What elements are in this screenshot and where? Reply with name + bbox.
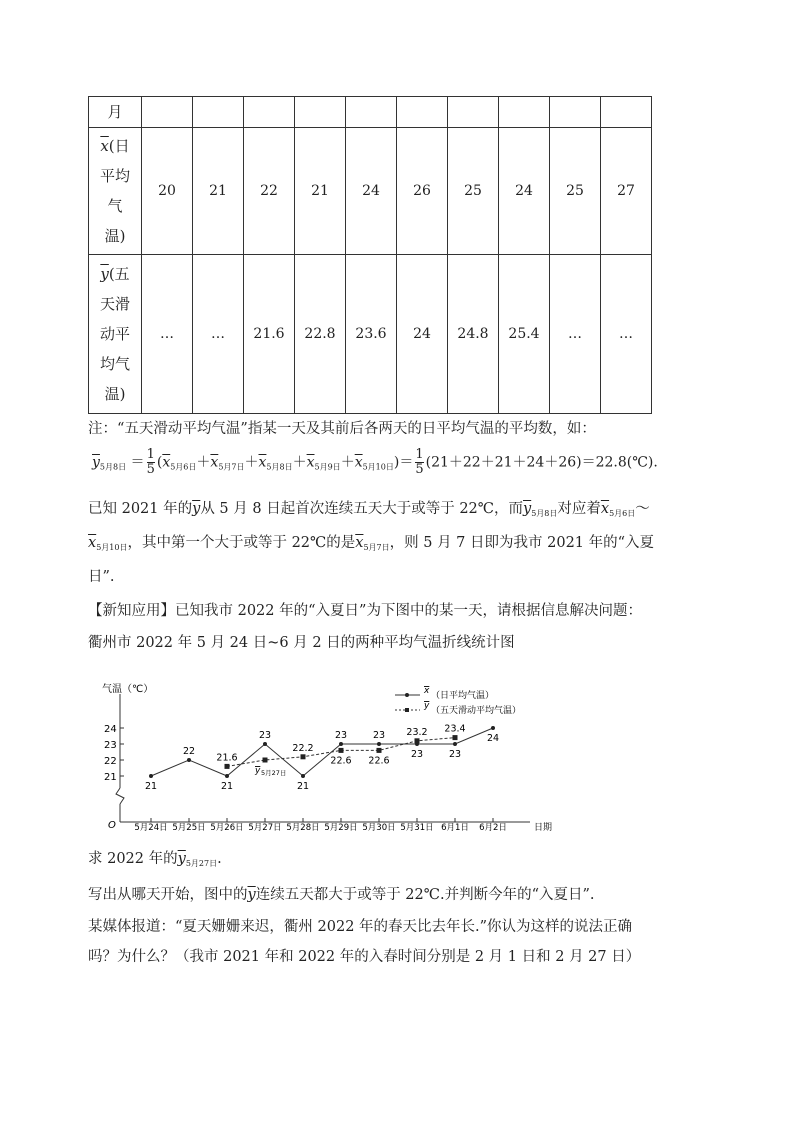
formula-sub: 5月10日 (362, 462, 394, 472)
header-text: 动平 (99, 325, 130, 343)
header-text: 气 (107, 197, 123, 215)
table-cell (244, 97, 295, 128)
x-value-cell: 27 (601, 128, 652, 255)
series-x-label: 23 (448, 749, 462, 760)
series-x-point (301, 774, 305, 778)
month-header: 月 (89, 97, 142, 128)
y-symbol: $\overline{y}$ (523, 501, 532, 517)
question-2 (88, 884, 595, 906)
formula-sub: 5月8日 (266, 462, 293, 472)
annotation-sub: 5月27日 (261, 769, 287, 777)
para1-line1: 已知 2021 年的$\overline{y}$从 5 月 8 日起首次连续五天大于或等于 22℃，而$\overline{y}_{5月8日}$对应着$\overline{x}_{5月6日}\sim$ (88, 501, 650, 518)
y-axis-label: 气温（℃） (102, 684, 154, 695)
formula: $\overline{y}_{5月8日}$ ＝ $\frac{1}{5}$ $(\overline{x}_{5月6日}+\overline{x}_{5月7日}+\overline{x}_{5月8日}+\overline{x}_{5月9日}+\overline{x}_{5月10日})=$ $\frac{1}{5}$ (21＋22＋21＋24＋26)＝22.8(℃). (92, 447, 658, 477)
series-x-point (339, 742, 343, 746)
header-text: 温) (104, 227, 126, 245)
y-tick-label: 22 (104, 756, 117, 767)
series-x-point (377, 742, 381, 746)
text: 写出从哪天开始，图中的 (88, 887, 248, 903)
origin-label: O (108, 820, 116, 831)
y-value-cell: 25.4 (499, 255, 550, 414)
y-tick-label: 24 (104, 724, 117, 735)
x-symbol: $\overline{x}$ (88, 535, 97, 551)
series-x-label: 21 (220, 781, 234, 792)
series-y-point (225, 764, 230, 769)
y-value-cell: … (550, 255, 601, 414)
x-value-cell: 25 (550, 128, 601, 255)
x-value-cell: 20 (142, 128, 193, 255)
header-text: (五 (108, 265, 130, 283)
series-y-point (377, 748, 382, 753)
formula-x: $\overline{x}$ (210, 454, 219, 471)
x-value-cell: 22 (244, 128, 295, 255)
text: 已知 2021 年的 (88, 501, 193, 517)
x-symbol: $\overline{x}$ (600, 501, 610, 517)
formula-sub: 5月6日 (170, 462, 197, 472)
series-x-label: 23 (410, 749, 424, 760)
frac-den: 5 (146, 462, 155, 477)
fraction (147, 448, 155, 477)
x-symbol: $\overline{x}$ (355, 535, 364, 551)
question-3-line1: 某媒体报道：“夏天姗姗来迟，衢州 2022 年的春天比去年长.”你认为这样的说法正确 (88, 919, 633, 935)
series-x-label: 24 (486, 733, 500, 744)
y-value-cell: … (193, 255, 244, 414)
x-tick-label: 5月28日 (286, 823, 320, 833)
legend-x-symbol: x (424, 686, 430, 696)
text: 连续五天都大于或等于 22℃.并判断今年的“入夏日”. (255, 887, 595, 903)
question-3-line2: 吗？为什么？（我市 2021 年和 2022 年的入春时间分别是 2 月 1 日和 2 月 27 日） (88, 949, 641, 965)
x-tick-label: 5月31日 (400, 823, 434, 833)
x-axis-label: 日期 (534, 823, 553, 833)
header-text: 温) (104, 385, 126, 403)
fraction (415, 448, 423, 477)
para1-line2 (88, 532, 654, 559)
series-y-label: 22.6 (330, 755, 352, 767)
y-symbol: $\overline{y}$ (247, 887, 256, 903)
frac-num: 1 (146, 447, 155, 462)
text: 求 2022 年的 (88, 851, 178, 867)
table-cell (142, 97, 193, 128)
series-y-label: 23.4 (444, 723, 466, 735)
sub: 5月10日 (96, 543, 128, 552)
x-tick-label: 5月29日 (324, 823, 358, 833)
series-y-point (263, 758, 268, 763)
series-x-point (491, 726, 495, 730)
text: ，则 5 月 7 日即为我市 2021 年的“入夏 (389, 535, 655, 551)
header-text: 平均 (99, 167, 130, 185)
y-value-cell: 24 (397, 255, 448, 414)
table-row-x (89, 128, 652, 255)
x-tick-label: 5月26日 (210, 823, 244, 833)
y-tick-label: 23 (104, 740, 117, 751)
formula-x: $\overline{x}$ (306, 454, 315, 471)
series-y-label: 22.6 (368, 755, 390, 767)
series-x-point (263, 742, 267, 746)
y-value-cell: 23.6 (346, 255, 397, 414)
annotation-y-symbol: y (255, 766, 261, 776)
x-row-header (89, 128, 142, 255)
axis-break (116, 788, 124, 804)
sub: 5月27日 (185, 859, 218, 868)
formula-sub: 5月8日 (99, 462, 127, 472)
legend-y-symbol: y (424, 701, 430, 711)
formula-rhs: (21＋22＋21＋24＋26)＝22.8(℃). (425, 454, 658, 471)
y-symbol: $\overline{y}$ (192, 501, 201, 517)
legend-label: （五天滑动平均气温） (431, 706, 522, 716)
text: 从 5 月 8 日起首次连续五天大于或等于 22℃，而 (200, 501, 523, 517)
legend-square (405, 708, 409, 712)
x-tick-label: 5月25日 (172, 823, 206, 833)
text: ，其中第一个大于或等于 22℃的是 (127, 535, 356, 551)
y-symbol: $\overline{y}$ (177, 851, 186, 867)
formula-y: $\overline{y}$ (92, 454, 100, 471)
table-cell (499, 97, 550, 128)
series-x-point (225, 774, 229, 778)
text: 对应着 (557, 501, 601, 517)
x-value-cell: 25 (448, 128, 499, 255)
table-cell (346, 97, 397, 128)
series-x-point (453, 742, 457, 746)
x-value-cell: 26 (397, 128, 448, 255)
y-value-cell: … (601, 255, 652, 414)
series-y-point (415, 738, 420, 743)
x-tick-label: 5月27日 (248, 823, 282, 833)
frac-den: 5 (415, 462, 424, 477)
y-value-cell: 21.6 (244, 255, 295, 414)
series-x-label: 21 (296, 781, 310, 792)
x-value-cell: 24 (346, 128, 397, 255)
table-cell (193, 97, 244, 128)
frac-num: 1 (415, 447, 424, 462)
series-y-point (453, 735, 458, 740)
sub: 5月8日 (531, 509, 558, 518)
formula-sub: 5月7日 (218, 462, 245, 472)
sub: 5月6日 (609, 509, 636, 518)
x-value-cell: 21 (295, 128, 346, 255)
table-cell (295, 97, 346, 128)
header-text: 天滑 (99, 295, 130, 313)
x-symbol: $\overline{x}$ (100, 137, 109, 155)
series-y-point (301, 754, 306, 759)
series-x-label: 23 (372, 730, 386, 741)
x-tick-label: 6月1日 (441, 823, 469, 833)
table-cell (550, 97, 601, 128)
x-tick-label: 6月2日 (479, 823, 507, 833)
x-value-cell: 21 (193, 128, 244, 255)
series-y-label: 23.2 (406, 726, 428, 738)
series-y-label: 21.6 (216, 752, 238, 764)
question-1 (88, 848, 222, 875)
series-y-point (339, 748, 344, 753)
sub: 5月7日 (363, 543, 390, 552)
y-value-cell: 22.8 (295, 255, 346, 414)
table-row-month (89, 97, 652, 128)
table-row-y (89, 255, 652, 414)
y-value-cell: … (142, 255, 193, 414)
table-cell (397, 97, 448, 128)
y-symbol: $\overline{y}$ (100, 265, 109, 283)
series-y-label: 22.2 (292, 742, 314, 754)
formula-x: $\overline{x}$ (162, 454, 171, 471)
series-x-point (187, 758, 191, 762)
formula-x: $\overline{x}$ (354, 454, 363, 471)
formula-x: $\overline{x}$ (258, 454, 267, 471)
series-x-label: 22 (182, 746, 196, 757)
x-value-cell: 24 (499, 128, 550, 255)
y-row-header (89, 255, 142, 414)
note-line: 注：“五天滑动平均气温”指某一天及其前后各两天的日平均气温的平均数，如： (88, 421, 596, 437)
series-x-line (151, 728, 493, 776)
x-tick-label: 5月30日 (362, 823, 396, 833)
para1-line3: 日”. (88, 569, 115, 585)
series-x-label: 23 (258, 730, 272, 741)
y-value-cell: 24.8 (448, 255, 499, 414)
formula-sub: 5月9日 (314, 462, 341, 472)
chart-caption: 衢州市 2022 年 5 月 24 日~6 月 2 日的两种平均气温折线统计图 (88, 635, 515, 651)
text: . (217, 851, 222, 867)
table-cell (448, 97, 499, 128)
y-tick-label: 21 (104, 772, 117, 783)
legend-label: （日平均气温） (431, 691, 495, 701)
series-x-label: 23 (334, 730, 348, 741)
header-text: (日 (108, 137, 130, 155)
temperature-line-chart (100, 680, 560, 840)
series-x-label: 21 (144, 781, 158, 792)
series-x-point (149, 774, 153, 778)
header-text: 均气 (99, 355, 130, 373)
x-tick-label: 5月24日 (134, 823, 168, 833)
table-cell (601, 97, 652, 128)
temperature-table (88, 96, 652, 414)
app-line1: 【新知应用】已知我市 2022 年的“入夏日”为下图中的某一天，请根据信息解决问题： (88, 603, 642, 619)
legend-dot (405, 693, 409, 697)
